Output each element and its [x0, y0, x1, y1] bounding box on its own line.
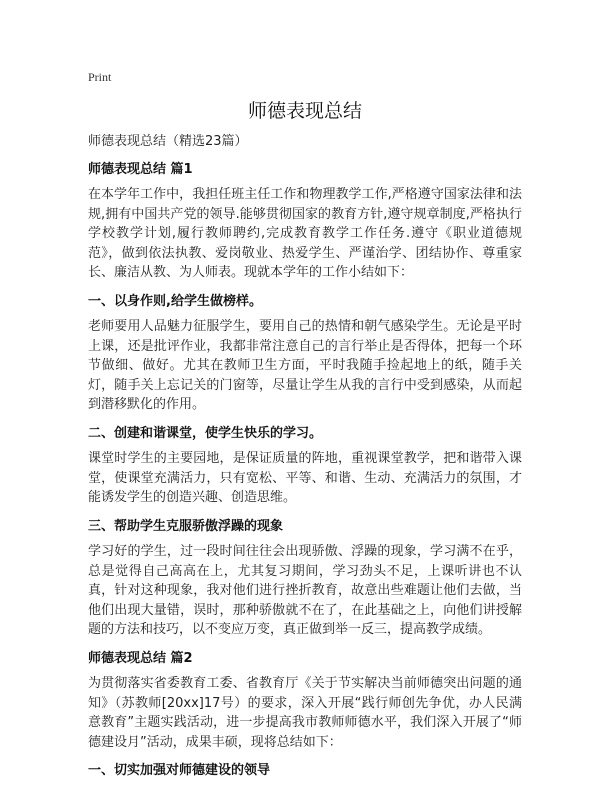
print-link[interactable]: Print	[88, 70, 112, 84]
section-heading: 师德表现总结 篇2	[88, 650, 193, 666]
section-heading: 师德表现总结 篇1	[88, 161, 193, 177]
page-title: 师德表现总结	[247, 100, 362, 122]
section-heading: 一、以身作则,给学生做榜样。	[88, 293, 262, 309]
section-paragraph: 课堂时学生的主要园地，是保证质量的阵地，重视课堂教学，把和谐带入课堂，使课堂充满活力，只有宽松、平等、和谐、生动、充满活力的氛围，才能诱发学生的创造兴趣、创造思维。	[88, 451, 522, 505]
section-paragraph: 在本学年工作中，我担任班主任工作和物理教学工作,严格遵守国家法律和法规,拥有中国共产党的领导.能够贯彻国家的教育方针,遵守规章制度,严格执行学校教学计划,履行教师聘约,完成教育教学工作任务.遵守《职业道德规范》，做到依法执教、爱岗敬业、热爱学生、严谨治学、团结协作、尊重家长、廉洁从教、为人师表。现就本学年的工作小结如下：	[88, 187, 522, 280]
section-paragraph: 老师要用人品魅力征服学生，要用自己的热情和朝气感染学生。无论是平时上课，还是批评作业，我都非常注意自己的言行举止是否得体，把每一个环节做细、做好。尤其在教师卫生方面，平时我随手捡起地上的纸，随手关灯，随手关上忘记关的门窗等，尽量让学生从我的言行中受到感染，从而起到潜移默化的作用。	[88, 319, 522, 412]
section-paragraph: 为贯彻落实省委教育工委、省教育厅《关于节实解决当前师德突出问题的通知》（苏教师[20xx]17号）的要求，深入开展“践行师创先争优，办人民满意教育”主题实践活动，进一步提高我市教师师德水平，我们深入开展了“师德建设月”活动，成果丰硕，现将总结如下：	[88, 676, 522, 750]
section-heading: 一、切实加强对师德建设的领导	[88, 763, 271, 778]
document-subtitle: 师德表现总结（精选23篇）	[88, 134, 248, 149]
section-heading: 二、创建和谐课堂，使学生快乐的学习。	[88, 425, 323, 441]
section-heading: 三、帮助学生克服骄傲浮躁的现象	[88, 518, 284, 534]
section-paragraph: 学习好的学生，过一段时间往往会出现骄傲、浮躁的现象，学习满不在乎，总是觉得自己高高在上，尤其复习期间，学习劲头不足，上课听讲也不认真，针对这种现象，我对他们进行挫折教育，故意出些难题让他们去做，当他们出现大量错，误时，那种骄傲就不在了，在此基础之上，向他们讲授解题的方法和技巧，以不变应万变，真正做到举一反三，提高教学成绩。	[88, 544, 522, 637]
document-body	[88, 132, 522, 787]
